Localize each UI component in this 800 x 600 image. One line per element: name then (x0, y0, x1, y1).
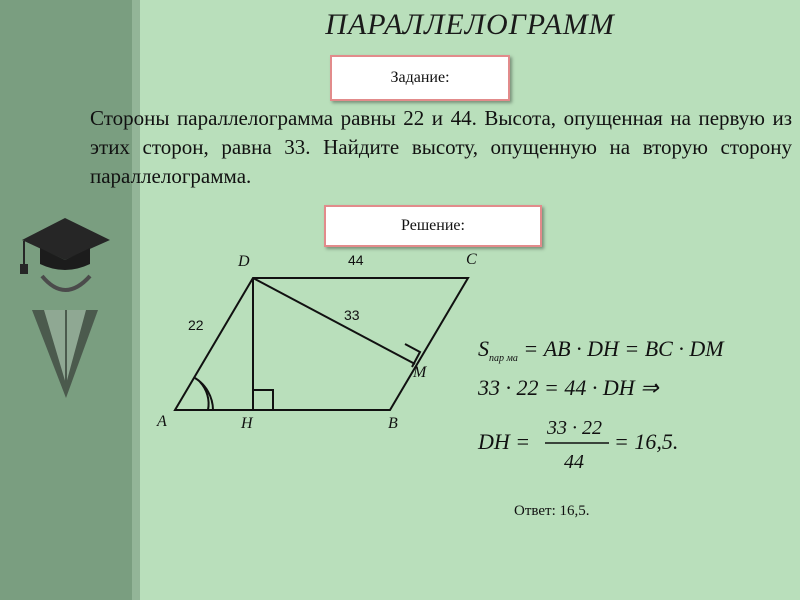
solution-label: Решение: (401, 217, 465, 234)
formula-area (478, 336, 725, 364)
vertex-label-m: M (413, 364, 427, 381)
side-label-dc: 44 (348, 252, 364, 268)
formula-substitution: 33 · 22 = 44 · DH ⇒ (478, 375, 659, 400)
angle-a-arc (195, 378, 213, 410)
formula-dh-lhs: DH = (478, 429, 531, 454)
vertex-label-b: B (388, 415, 398, 432)
slide-title: ПАРАЛЛЕЛОГРАММ (325, 8, 615, 41)
parallelogram-shape (175, 278, 468, 410)
right-angle-h (253, 390, 273, 410)
answer-text: Ответ: 16,5. (514, 503, 590, 519)
vertex-label-d: D (238, 253, 250, 270)
formula-area-s: S (478, 336, 489, 361)
formula-dh-rhs: = 16,5. (614, 429, 679, 454)
problem-statement: Стороны параллелограмма равны 22 и 44. Высота, опущенная на первую из этих сторон, равна 33. Найдите высоту, опущенную на вторую сторону параллелограмма. (90, 106, 792, 188)
vertex-label-c: C (466, 251, 477, 268)
formula-area-sub: пар ма (489, 353, 518, 364)
formula-dh-num: 33 · 22 (547, 417, 602, 439)
side-label-dm: 33 (344, 307, 360, 323)
task-label: Задание: (390, 69, 450, 86)
formula-area-rest: = AB · DH = BC · DM (517, 336, 724, 361)
formula-dh-den: 44 (564, 451, 584, 473)
vertex-label-h: H (241, 415, 253, 432)
height-dm (253, 278, 415, 364)
side-label-ad: 22 (188, 317, 204, 333)
vertex-label-a: A (157, 413, 167, 430)
angle-a-arc-inner (200, 382, 209, 410)
